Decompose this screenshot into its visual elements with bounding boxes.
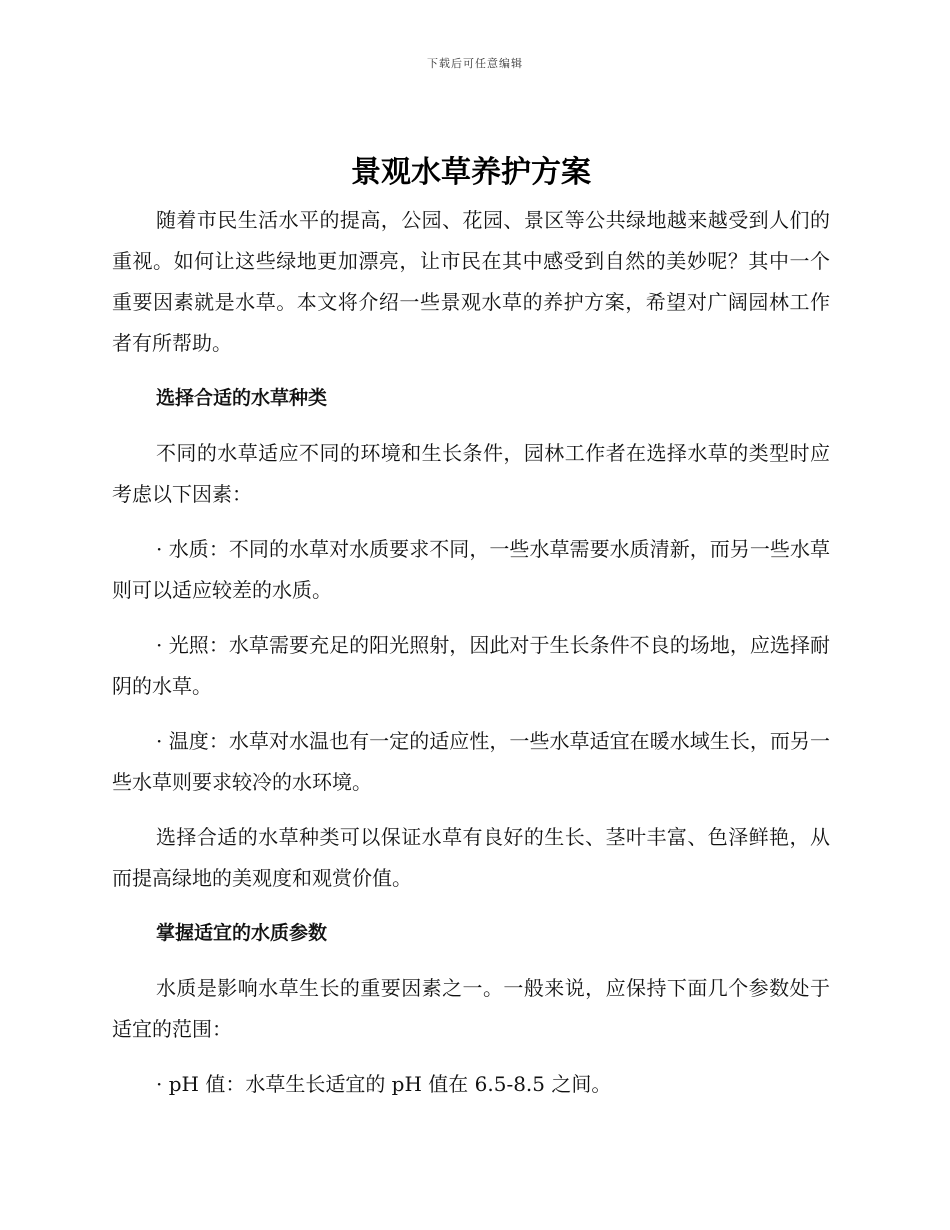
species-summary-paragraph: 选择合适的水草种类可以保证水草有良好的生长、茎叶丰富、色泽鲜艳，从而提高绿地的美观度和观赏价值。 — [112, 825, 830, 890]
header-note: 下载后可任意编辑 — [427, 57, 523, 70]
bullet-water-quality: · 水质：不同的水草对水质要求不同，一些水草需要水质清新，而另一些水草则可以适应较差的水质。 — [112, 537, 830, 602]
document-title: 景观水草养护方案 — [351, 155, 591, 190]
water-params-intro-paragraph: 水质是影响水草生长的重要因素之一。一般来说，应保持下面几个参数处于适宜的范围： — [112, 976, 830, 1041]
section-heading-water-params: 掌握适宜的水质参数 — [156, 922, 328, 944]
species-intro-paragraph: 不同的水草适应不同的环境和生长条件，园林工作者在选择水草的类型时应考虑以下因素： — [112, 441, 830, 506]
bullet-temperature: · 温度：水草对水温也有一定的适应性，一些水草适宜在暖水域生长，而另一些水草则要求较冷的水环境。 — [112, 729, 830, 794]
document-body — [112, 150, 830, 1119]
bullet-ph-value: · pH 值：水草生长适宜的 pH 值在 6.5-8.5 之间。 — [156, 1072, 612, 1096]
intro-paragraph: 随着市民生活水平的提高，公园、花园、景区等公共绿地越来越受到人们的重视。如何让这些绿地更加漂亮，让市民在其中感受到自然的美妙呢？其中一个重要因素就是水草。本文将介绍一些景观水草的养护方案，希望对广阔园林工作者有所帮助。 — [112, 208, 830, 355]
section-heading-species: 选择合适的水草种类 — [156, 387, 328, 409]
bullet-light: · 光照：水草需要充足的阳光照射，因此对于生长条件不良的场地，应选择耐阴的水草。 — [112, 633, 830, 698]
